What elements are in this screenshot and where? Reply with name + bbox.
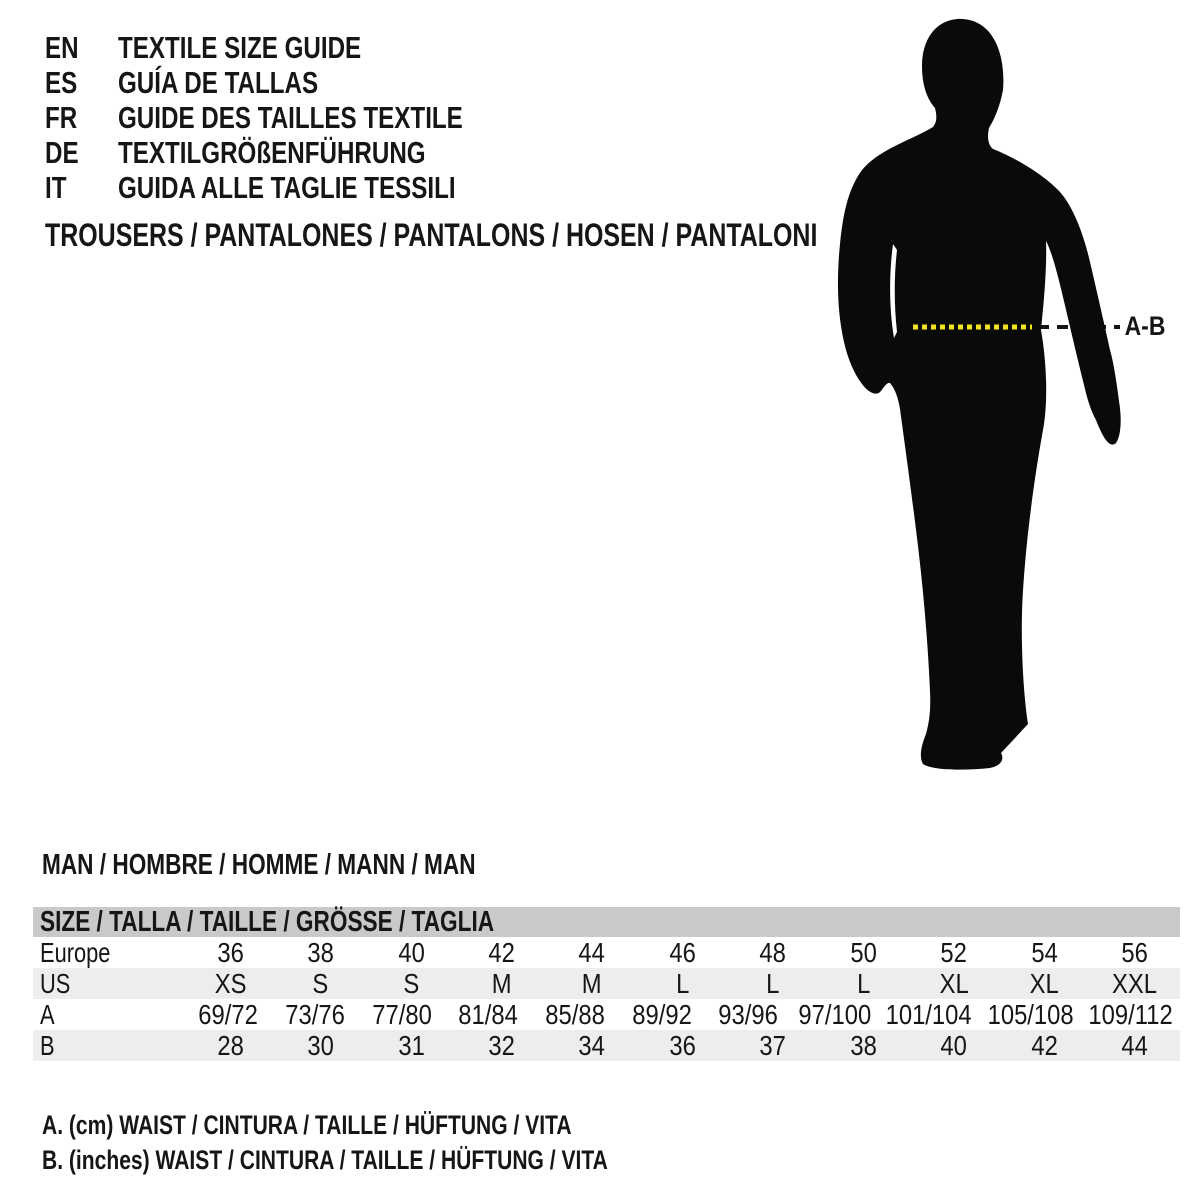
cell-text: 105/108	[987, 999, 1074, 1030]
cell-text: 54	[1031, 937, 1058, 968]
table-cell	[728, 968, 818, 999]
language-label: GUÍA DE TALLAS	[118, 65, 319, 100]
measure-label-text: A-B	[1124, 311, 1166, 341]
table-cell	[818, 968, 908, 999]
table-cell	[445, 999, 532, 1030]
cell-text: 56	[1121, 937, 1148, 968]
table-cell	[366, 1030, 456, 1061]
table-cell	[1090, 937, 1180, 968]
cell-text: 97/100	[798, 999, 872, 1030]
cell-text: 28	[216, 1030, 244, 1061]
row-label	[33, 968, 185, 999]
table-cell	[185, 937, 275, 968]
table-cell	[909, 937, 999, 968]
table-cell	[637, 968, 727, 999]
size-table-header	[33, 907, 1180, 937]
table-cell	[1081, 999, 1180, 1030]
table-cell	[637, 937, 727, 968]
cell-text: 89/92	[631, 999, 692, 1030]
language-code: DE	[45, 135, 79, 170]
cell-text: 40	[397, 937, 425, 968]
cell-text: 40	[940, 1030, 968, 1061]
table-cell	[818, 1030, 908, 1061]
table-cell	[275, 937, 365, 968]
cell-text: 48	[759, 937, 787, 968]
cell-text: L	[766, 968, 780, 999]
cell-text: XL	[1029, 968, 1059, 999]
language-code: IT	[45, 170, 67, 205]
table-cell	[358, 999, 445, 1030]
cell-text: 81/84	[458, 999, 519, 1030]
table-cell	[532, 999, 619, 1030]
cell-text: 36	[669, 1030, 696, 1061]
cell-text: 38	[307, 937, 334, 968]
cell-text: 101/104	[885, 999, 973, 1030]
cell-text: 42	[488, 937, 515, 968]
table-cell	[366, 937, 456, 968]
cell-text: 52	[940, 937, 968, 968]
cell-text: XL	[939, 968, 969, 999]
section-title-man	[42, 849, 598, 881]
table-cell	[705, 999, 792, 1030]
language-code: ES	[45, 65, 78, 100]
table-cell	[366, 968, 456, 999]
cell-text: XXL	[1112, 968, 1158, 999]
language-code: FR	[45, 100, 78, 135]
cell-text: S	[312, 968, 329, 999]
cell-text: 36	[216, 937, 244, 968]
section-title-text: MAN / HOMBRE / HOMME / MANN / MAN	[42, 849, 476, 881]
table-row-us	[33, 968, 1180, 999]
cell-text: 69/72	[198, 999, 259, 1030]
cell-text: XS	[214, 968, 247, 999]
row-label	[33, 937, 185, 968]
row-label-text: B	[40, 1030, 55, 1061]
row-label-text: US	[40, 968, 71, 999]
footnote-a	[42, 1108, 767, 1143]
table-cell	[275, 968, 365, 999]
table-cell	[878, 999, 979, 1030]
table-cell	[547, 1030, 637, 1061]
table-cell	[547, 937, 637, 968]
cell-text: 44	[1121, 1030, 1148, 1061]
table-cell	[1090, 968, 1180, 999]
cell-text: 44	[578, 937, 606, 968]
table-cell	[272, 999, 359, 1030]
language-label: GUIDE DES TAILLES TEXTILE	[118, 100, 463, 135]
language-label: GUIDA ALLE TAGLIE TESSILI	[118, 170, 456, 205]
table-cell	[185, 999, 272, 1030]
table-cell	[275, 1030, 365, 1061]
row-label	[33, 999, 185, 1030]
cell-text: 85/88	[545, 999, 605, 1030]
table-cell	[456, 1030, 546, 1061]
cell-text: 32	[488, 1030, 515, 1061]
table-cell	[185, 1030, 275, 1061]
table-row-a-cm	[33, 999, 1180, 1030]
table-cell	[637, 1030, 727, 1061]
table-cell	[456, 968, 546, 999]
table-cell	[185, 968, 275, 999]
table-cell	[728, 937, 818, 968]
language-label: TEXTILGRÖßENFÜHRUNG	[118, 135, 426, 170]
footnote-b-text: B. (inches) WAIST / CINTURA / TAILLE / HÜFTUNG / VITA	[42, 1145, 608, 1175]
cell-text: M	[491, 968, 512, 999]
product-line-text: TROUSERS / PANTALONES / PANTALONS / HOSEN / PANTALONI	[45, 217, 818, 253]
table-cell	[728, 1030, 818, 1061]
man-silhouette-figure	[820, 10, 1200, 800]
cell-text: 93/96	[718, 999, 779, 1030]
table-cell	[456, 937, 546, 968]
cell-text: 50	[850, 937, 877, 968]
cell-text: 38	[850, 1030, 877, 1061]
table-cell	[909, 968, 999, 999]
table-row-b-inches	[33, 1030, 1180, 1061]
size-table	[33, 907, 1180, 1061]
cell-text: L	[856, 968, 871, 999]
cell-text: 31	[397, 1030, 425, 1061]
table-cell	[999, 937, 1089, 968]
cell-text: 34	[578, 1030, 606, 1061]
cell-text: S	[403, 968, 420, 999]
footnote-b	[42, 1143, 767, 1178]
language-code: EN	[45, 30, 79, 65]
table-cell	[547, 968, 637, 999]
table-cell	[818, 937, 908, 968]
cell-text: 42	[1031, 1030, 1058, 1061]
cell-text: 77/80	[371, 999, 432, 1030]
cell-text: 46	[669, 937, 696, 968]
table-cell	[999, 968, 1089, 999]
cell-text: M	[582, 968, 602, 999]
language-label: TEXTILE SIZE GUIDE	[118, 30, 362, 65]
man-silhouette	[838, 19, 1121, 770]
cell-text: 30	[307, 1030, 334, 1061]
row-label-text: Europe	[40, 937, 111, 968]
table-row-europe	[33, 937, 1180, 968]
table-cell	[980, 999, 1081, 1030]
cell-text: L	[675, 968, 690, 999]
cell-text: 37	[759, 1030, 787, 1061]
footnote-a-text: A. (cm) WAIST / CINTURA / TAILLE / HÜFTUNG / VITA	[42, 1110, 572, 1140]
row-label	[33, 1030, 185, 1061]
size-table-header-text: SIZE / TALLA / TAILLE / GRÖSSE / TAGLIA	[40, 906, 495, 938]
cell-text: 109/112	[1088, 999, 1173, 1030]
table-cell	[618, 999, 705, 1030]
row-label-text: A	[40, 999, 55, 1030]
footnotes	[42, 1108, 767, 1178]
table-cell	[999, 1030, 1089, 1061]
measure-label-ab	[1121, 311, 1169, 341]
cell-text: 73/76	[285, 999, 345, 1030]
table-cell	[792, 999, 879, 1030]
table-cell	[1090, 1030, 1180, 1061]
table-cell	[909, 1030, 999, 1061]
